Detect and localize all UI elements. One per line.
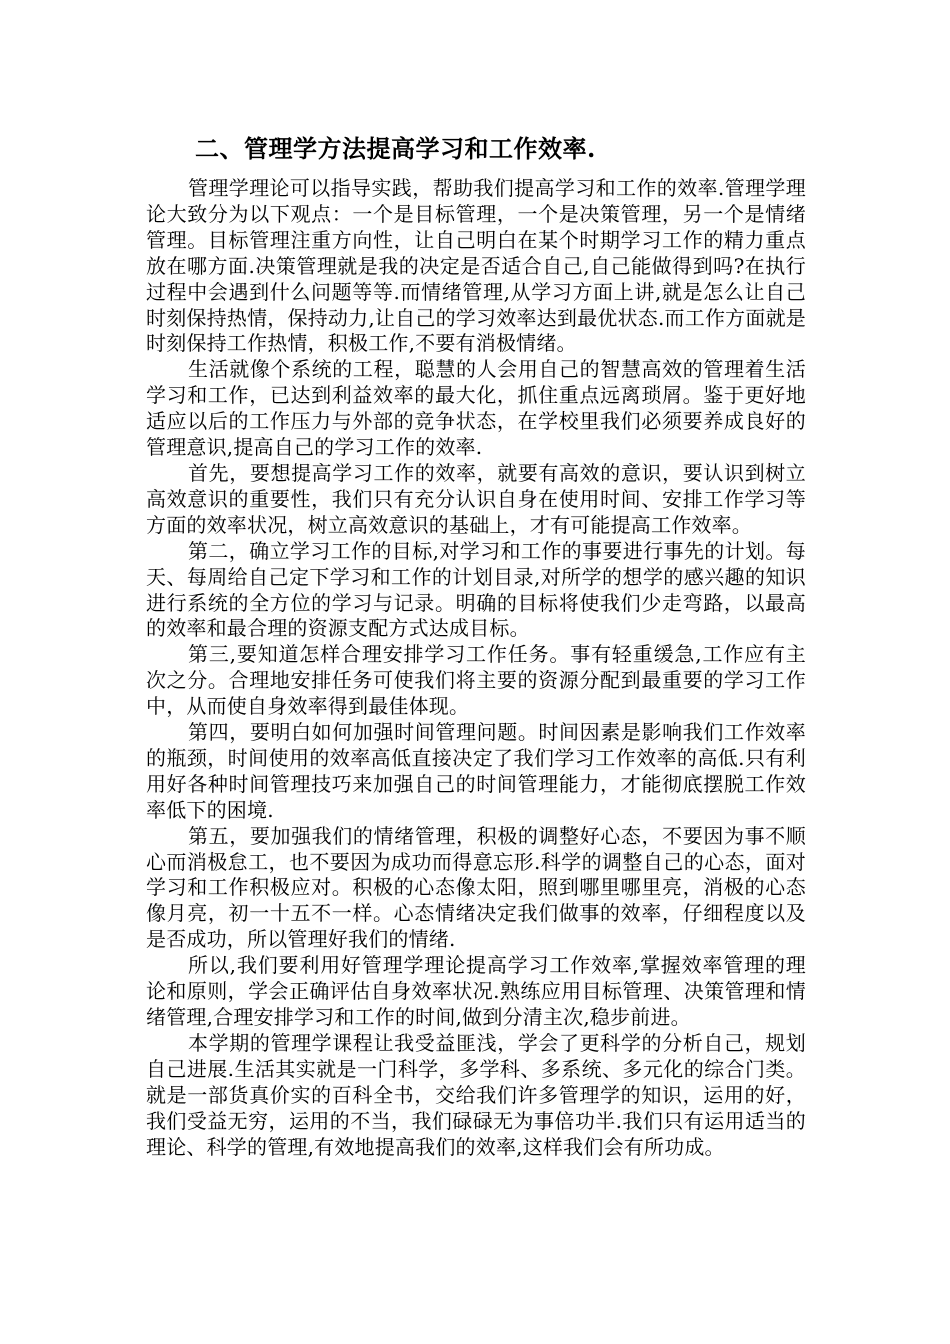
paragraph-fifth: 第五，要加强我们的情绪管理，积极的调整好心态，不要因为事不顺心而消极怠工，也不要因为成功而得意忘形.科学的调整自己的心态，面对学习和工作积极应对。积极的心态像太阳，照到哪里哪里亮，消极的心态像月亮，初一十五不一样。心态情绪决定我们做事的效率，仔细程度以及是否成功，所以管理好我们的情绪.	[146, 823, 806, 952]
paragraph-goals: 管理学理论可以指导实践，帮助我们提高学习和工作的效率.管理学理论大致分为以下观点：一个是目标管理，一个是决策管理，另一个是情绪管理。目标管理注重方向性，让自己明白在某个时期学习工作的精力重点放在哪方面.决策管理就是我的决定是否适合自己,自己能做得到吗?在执行过程中会遇到什么问题等等.而情绪管理,从学习方面上讲,就是怎么让自己时刻保持热情，保持动力,让自己的学习效率达到最优状态.而工作方面就是时刻保持工作热情，积极工作,不要有消极情绪。	[146, 176, 806, 356]
body-text	[146, 176, 806, 1160]
paragraph-second: 第二，确立学习工作的目标,对学习和工作的事要进行事先的计划。每天、每周给自己定下学习和工作的计划目录,对所学的想学的感兴趣的知识进行系统的全方位的学习与记录。明确的目标将使我们少走弯路，以最高的效率和最合理的资源支配方式达成目标。	[146, 538, 806, 641]
section-heading: 二、管理学方法提高学习和工作效率.	[195, 134, 596, 163]
paragraph-fourth: 第四，要明白如何加强时间管理问题。时间因素是影响我们工作效率的瓶颈，时间使用的效率高低直接决定了我们学习工作效率的高低.只有利用好各种时间管理技巧来加强自己的时间管理能力，才能彻底摆脱工作效率低下的困境.	[146, 720, 806, 822]
paragraph-life-system: 生活就像个系统的工程，聪慧的人会用自己的智慧高效的管理着生活学习和工作，已达到利益效率的最大化，抓住重点远离琐屑。鉴于更好地适应以后的工作压力与外部的竞争状态，在学校里我们必须要养成良好的管理意识,提高自己的学习工作的效率.	[146, 357, 806, 460]
paragraph-conclusion: 本学期的管理学课程让我受益匪浅，学会了更科学的分析自己，规划自己进展.生活其实就是一门科学，多学科、多系统、多元化的综合门类。就是一部货真价实的百科全书，交给我们许多管理学的知识，运用的好，我们受益无穷，运用的不当，我们碌碌无为事倍功半.我们只有运用适当的理论、科学的管理,有效地提高我们的效率,这样我们会有所功成。	[146, 1030, 806, 1159]
paragraph-summary: 所以,我们要利用好管理学理论提高学习工作效率,掌握效率管理的理论和原则，学会正确评估自身效率状况.熟练应用目标管理、决策管理和情绪管理,合理安排学习和工作的时间,做到分清主次,稳步前进。	[146, 953, 806, 1029]
paragraph-first: 首先，要想提高学习工作的效率，就要有高效的意识，要认识到树立高效意识的重要性，我们只有充分认识自身在使用时间、安排工作学习等方面的效率状况，树立高效意识的基础上，才有可能提高工作效率。	[146, 460, 806, 537]
paragraph-third: 第三,要知道怎样合理安排学习工作任务。事有轻重缓急,工作应有主次之分。合理地安排任务可使我们将主要的资源分配到最重要的学习工作中，从而使自身效率得到最佳体现。	[146, 642, 806, 719]
